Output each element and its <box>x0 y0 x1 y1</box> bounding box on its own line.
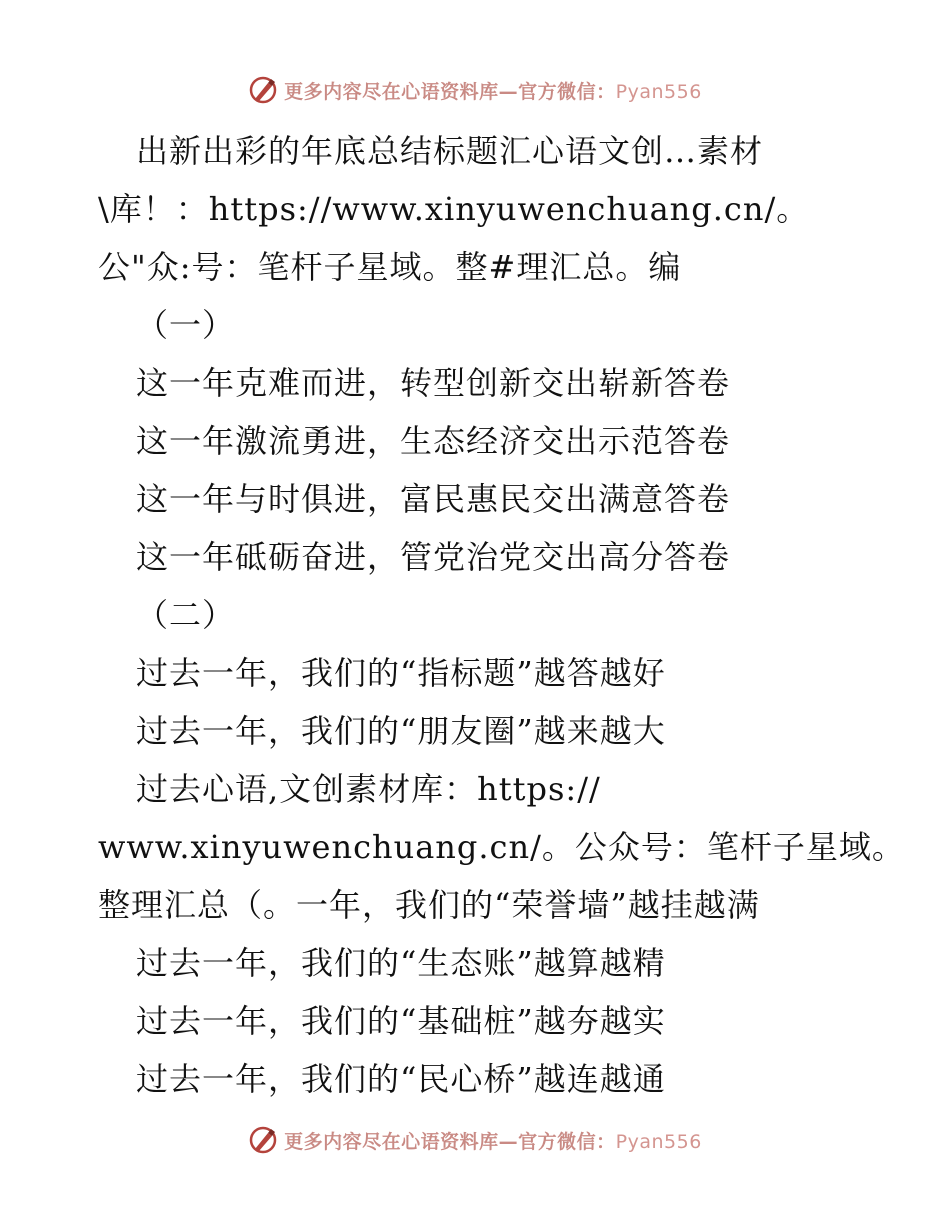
text-line: 这一年与时俱进，富民惠民交出满意答卷 <box>136 480 731 518</box>
text-line: \库！：https://www.xinyuwenchuang.cn/。 <box>98 190 810 228</box>
text-line: 过去心语,文创素材库：https:// <box>136 770 601 808</box>
text-line: 过去一年，我们的“民心桥”越连越通 <box>136 1060 666 1098</box>
header-banner-text: 更多内容尽在心语资料库—官方微信：Pyan556 <box>284 80 702 103</box>
text-line: 这一年砥砺奋进，管党治党交出高分答卷 <box>136 538 731 576</box>
document-body <box>98 122 905 1108</box>
text-line: 出新出彩的年底总结标题汇心语文创…素材 <box>136 132 764 170</box>
footer-banner-brand: Pyan556 <box>615 1130 702 1153</box>
text-line: （二） <box>136 596 236 634</box>
text-line: 过去一年，我们的“生态账”越算越精 <box>136 944 666 982</box>
footer-banner <box>0 1120 950 1160</box>
text-line: 过去一年，我们的“指标题”越答越好 <box>136 654 666 692</box>
header-banner-brand: Pyan556 <box>615 80 702 103</box>
text-line: 过去一年，我们的“基础桩”越夯越实 <box>136 1002 666 1040</box>
pen-logo-icon <box>248 75 278 105</box>
text-line: 这一年激流勇进，生态经济交出示范答卷 <box>136 422 731 460</box>
text-line: www.xinyuwenchuang.cn/。公众号：笔杆子星域。 <box>98 828 905 866</box>
text-line: 公"众:号：笔杆子星域。整#理汇总。编 <box>98 248 682 286</box>
text-line: 过去一年，我们的“朋友圈”越来越大 <box>136 712 666 750</box>
header-banner <box>0 70 950 110</box>
pen-logo-icon <box>248 1125 278 1155</box>
text-line: 这一年克难而进，转型创新交出崭新答卷 <box>136 364 731 402</box>
footer-banner-text: 更多内容尽在心语资料库—官方微信：Pyan556 <box>284 1130 702 1153</box>
text-line: （一） <box>136 306 236 344</box>
text-line: 整理汇总（。一年，我们的“荣誉墙”越挂越满 <box>98 886 760 924</box>
